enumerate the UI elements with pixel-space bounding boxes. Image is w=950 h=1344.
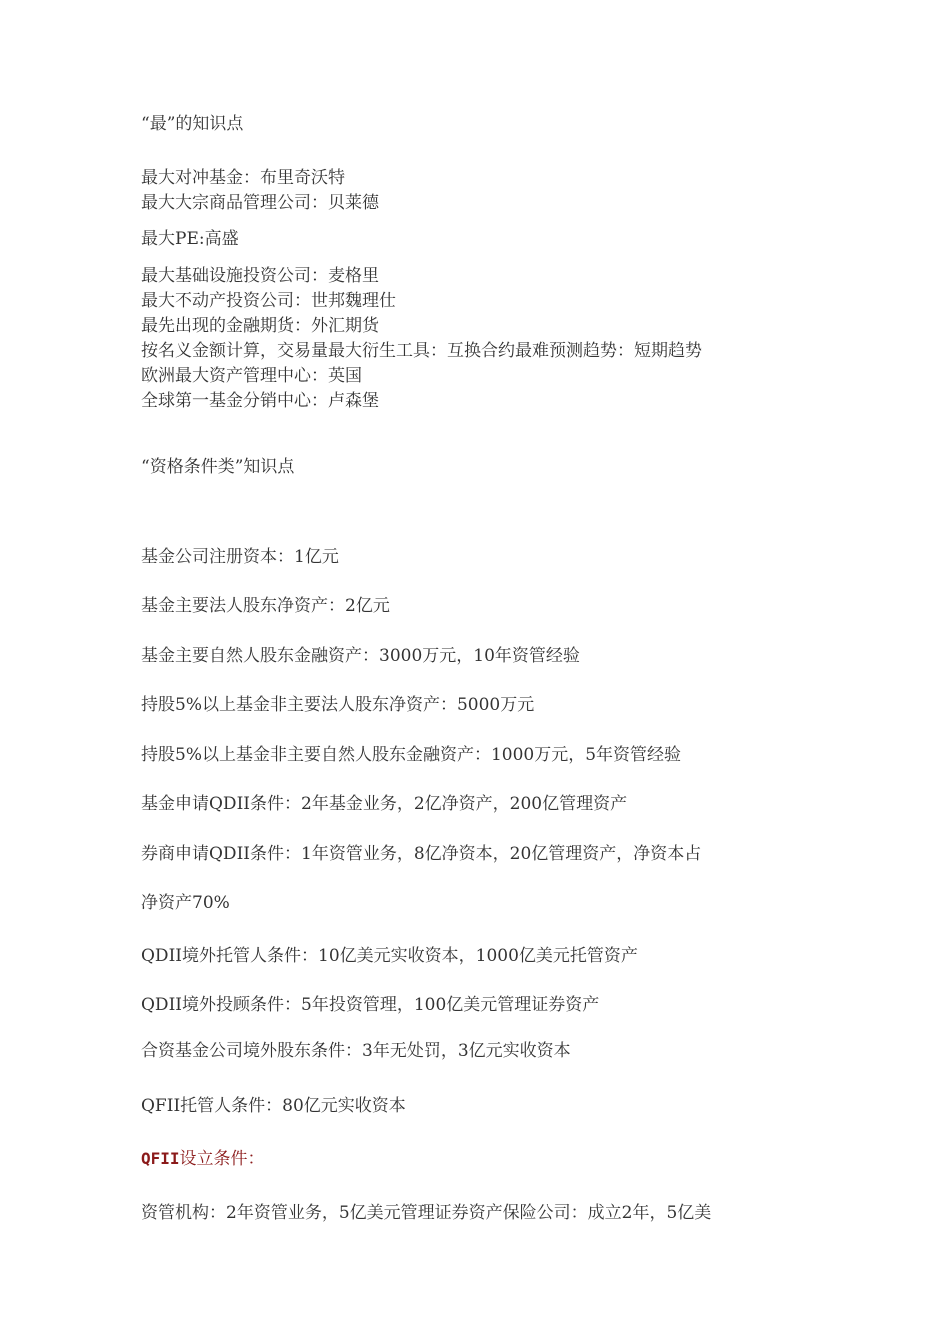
text-line: 合资基金公司境外股东条件：3年无处罚，3亿元实收资本 (141, 1041, 571, 1061)
text-line: 基金主要自然人股东金融资产：3000万元，10年资管经验 (141, 646, 580, 666)
text-line: 基金公司注册资本：1亿元 (141, 547, 339, 567)
text-line: 基金申请QDII条件：2年基金业务，2亿净资产，200亿管理资产 (141, 794, 628, 814)
text-line: 最大基础设施投资公司：麦格里 (141, 266, 379, 286)
text-line: 持股5%以上基金非主要法人股东净资产：5000万元 (141, 695, 535, 715)
text-line: 按名义金额计算，交易量最大衍生工具：互换合约最难预测趋势：短期趋势 (141, 341, 702, 361)
text-line: QDII境外托管人条件：10亿美元实收资本，1000亿美元托管资产 (141, 946, 638, 966)
text-line: 净资产70% (141, 893, 230, 913)
heading-code: QFII (141, 1149, 180, 1168)
text-line: 欧洲最大资产管理中心：英国 (141, 366, 362, 386)
text-line: 基金主要法人股东净资产：2亿元 (141, 596, 390, 616)
text-line: 最大PE:高盛 (141, 229, 239, 249)
text-line: 最大大宗商品管理公司：贝莱德 (141, 193, 379, 213)
text-line: 券商申请QDII条件：1年资管业务，8亿净资本，20亿管理资产，净资本占 (141, 844, 702, 864)
section-heading-qualifications: “资格条件类”知识点 (141, 457, 295, 477)
text-line: QFII托管人条件：80亿元实收资本 (141, 1096, 406, 1116)
heading-rest: 设立条件： (179, 1149, 265, 1169)
text-line: 最先出现的金融期货：外汇期货 (141, 316, 379, 336)
text-line: 全球第一基金分销中心：卢森堡 (141, 391, 379, 411)
text-line: 最大对冲基金：布里奇沃特 (141, 168, 345, 188)
text-line: 资管机构：2年资管业务，5亿美元管理证券资产保险公司：成立2年，5亿美 (141, 1203, 712, 1223)
text-line: 最大不动产投资公司：世邦魏理仕 (141, 291, 396, 311)
section-heading-qfii-setup (141, 1148, 265, 1170)
text-line: QDII境外投顾条件：5年投资管理，100亿美元管理证券资产 (141, 995, 600, 1015)
text-line: 持股5%以上基金非主要自然人股东金融资产：1000万元，5年资管经验 (141, 745, 682, 765)
section-heading-superlatives: “最”的知识点 (141, 114, 244, 134)
